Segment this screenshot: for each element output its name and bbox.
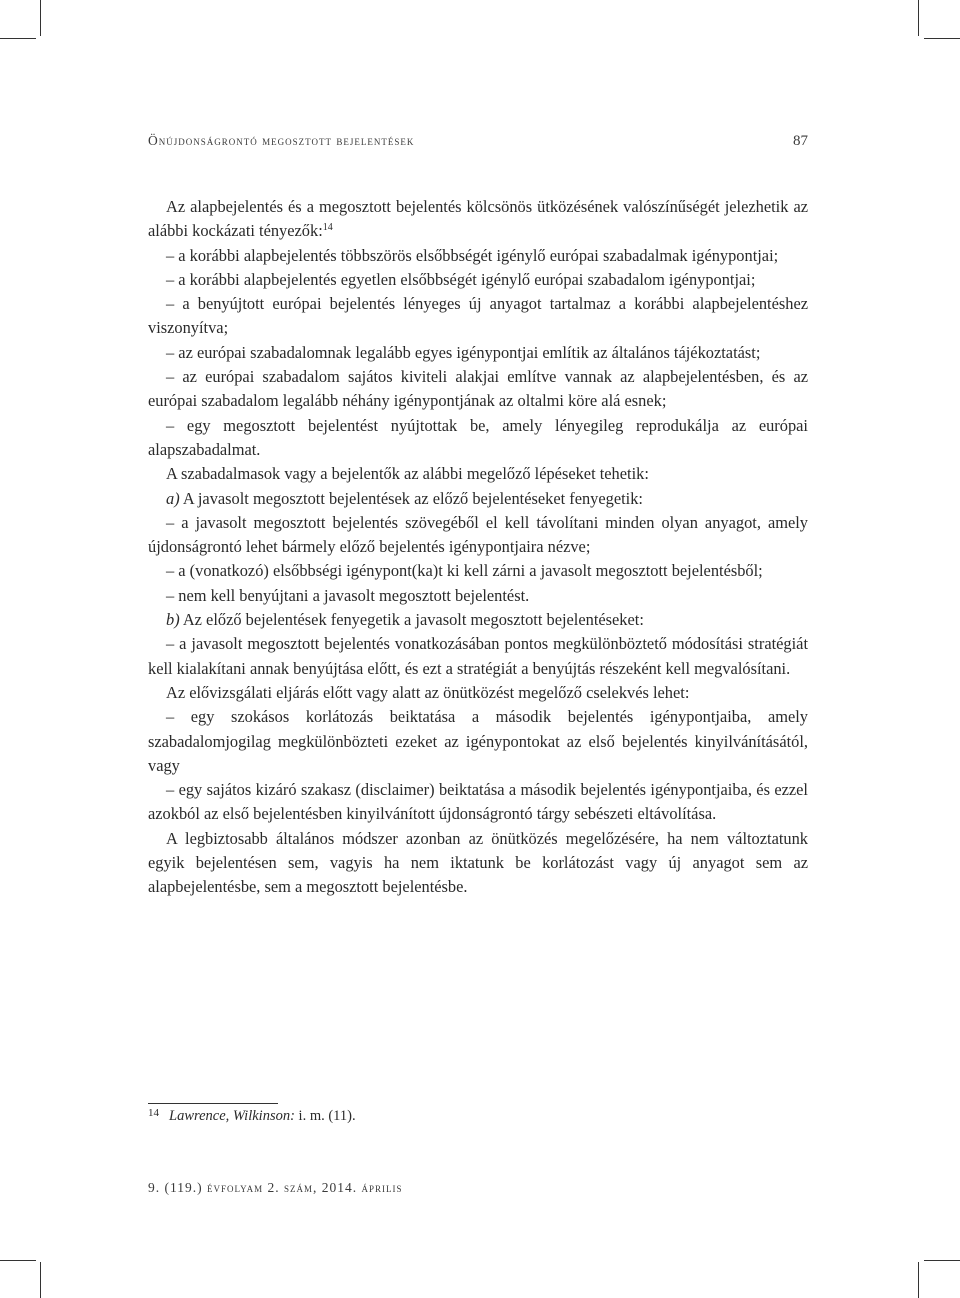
subsection-label: a): [166, 488, 180, 508]
crop-mark: [0, 38, 36, 39]
running-title: Önújdonságrontó megosztott bejelentések: [148, 133, 415, 148]
crop-mark: [924, 1260, 960, 1261]
page-number: 87: [793, 133, 808, 149]
subsection-text: A javasolt megosztott bejelentések az előző bejelentéseket fenyegetik:: [179, 488, 643, 508]
list-item: – a korábbi alapbejelentés egyetlen elsőbbségét igénylő európai szabadalom igénypontjai;: [166, 269, 756, 289]
crop-mark: [40, 0, 41, 36]
subsection-text: Az előző bejelentések fenyegetik a javasolt megosztott bejelentéseket:: [179, 610, 644, 630]
list-item: – a javasolt megosztott bejelentés vonatkozásában pontos megkülönböztető módosítási stratégiát kell kialakítani annak benyújtása előtt, és ezt a stratégiát a benyújtás részeként kell megvalósítani.: [148, 634, 808, 678]
paragraph: A szabadalmasok vagy a bejelentők az alábbi megelőző lépéseket tehetik:: [166, 464, 649, 484]
paragraph: A legbiztosabb általános módszer azonban az önütközés megelőzésére, ha nem változtatunk egyik bejelentésen sem, vagyis ha nem iktatunk be korlátozást vagy új anyagot sem az alapbejelentésbe, sem a megosztott bejelentésbe.: [148, 828, 808, 897]
crop-mark: [924, 38, 960, 39]
footnote: [148, 1106, 808, 1127]
list-item: – egy sajátos kizáró szakasz (disclaimer) beiktatása a második bejelentés igénypontjaiba, és ezzel azokból az első bejelentésben kinyilvánított újdonságrontó tárgy sebészeti eltávolítása.: [148, 780, 808, 824]
list-item: – az európai szabadalomnak legalább egyes igénypontjai említik az általános tájékoztatást;: [166, 342, 761, 362]
paragraph: Az elővizsgálati eljárás előtt vagy alatt az önütközést megelőző cselekvés lehet:: [166, 682, 690, 702]
issue-footer: 9. (119.) évfolyam 2. szám, 2014. április: [148, 1180, 403, 1195]
list-item: – a (vonatkozó) elsőbbségi igénypont(ka)t ki kell zárni a javasolt megosztott bejelentésből;: [166, 561, 763, 581]
crop-mark: [40, 1262, 41, 1298]
subsection-a: [148, 487, 808, 511]
subsection-label: b): [166, 610, 180, 630]
list-item: – a korábbi alapbejelentés többszörös elsőbbségét igénylő európai szabadalmak igénypontjai;: [166, 245, 779, 265]
list-item: – nem kell benyújtani a javasolt megosztott bejelentést.: [166, 585, 530, 605]
crop-mark: [918, 0, 919, 36]
footnote-number: 14: [148, 1107, 159, 1119]
footnote-reference[interactable]: 14: [322, 222, 333, 234]
paragraph: [148, 195, 808, 244]
subsection-b: [148, 608, 808, 632]
list-item: – egy megosztott bejelentést nyújtottak be, amely lényegileg reprodukálja az európai alapszabadalmat.: [148, 415, 808, 459]
paragraph-text: Az alapbejelentés és a megosztott bejelentés kölcsönös ütközésének valószínűségét jelezhetik az alábbi kockázati tényezők:: [148, 197, 808, 241]
crop-mark: [0, 1260, 36, 1261]
footnote-divider: [148, 1103, 278, 1104]
running-header: [148, 133, 808, 153]
crop-mark: [918, 1262, 919, 1298]
list-item: – az európai szabadalom sajátos kiviteli alakjai említve vannak az alapbejelentésben, és az európai szabadalom legalább néhány igénypontjának az oltalmi köre alá esnek;: [148, 367, 808, 411]
footnote-text: i. m. (11).: [294, 1108, 356, 1124]
footnote-authors: Lawrence, Wilkinson:: [169, 1108, 295, 1124]
main-text: [148, 195, 808, 900]
list-item: – a javasolt megosztott bejelentés szövegéből el kell távolítani minden olyan anyagot, amely újdonságrontó lehet bármely előző bejelentés igénypontjaira nézve;: [148, 512, 808, 557]
list-item: – a benyújtott európai bejelentés lényeges új anyagot tartalmaz a korábbi alapbejelentéshez viszonyítva;: [148, 294, 808, 338]
list-item: – egy szokásos korlátozás beiktatása a második bejelentés igénypontjaiba, amely szabadalomjogilag megkülönbözteti ezeket az igénypontokat az első bejelentés kinyilvánításától, vagy: [148, 707, 808, 775]
